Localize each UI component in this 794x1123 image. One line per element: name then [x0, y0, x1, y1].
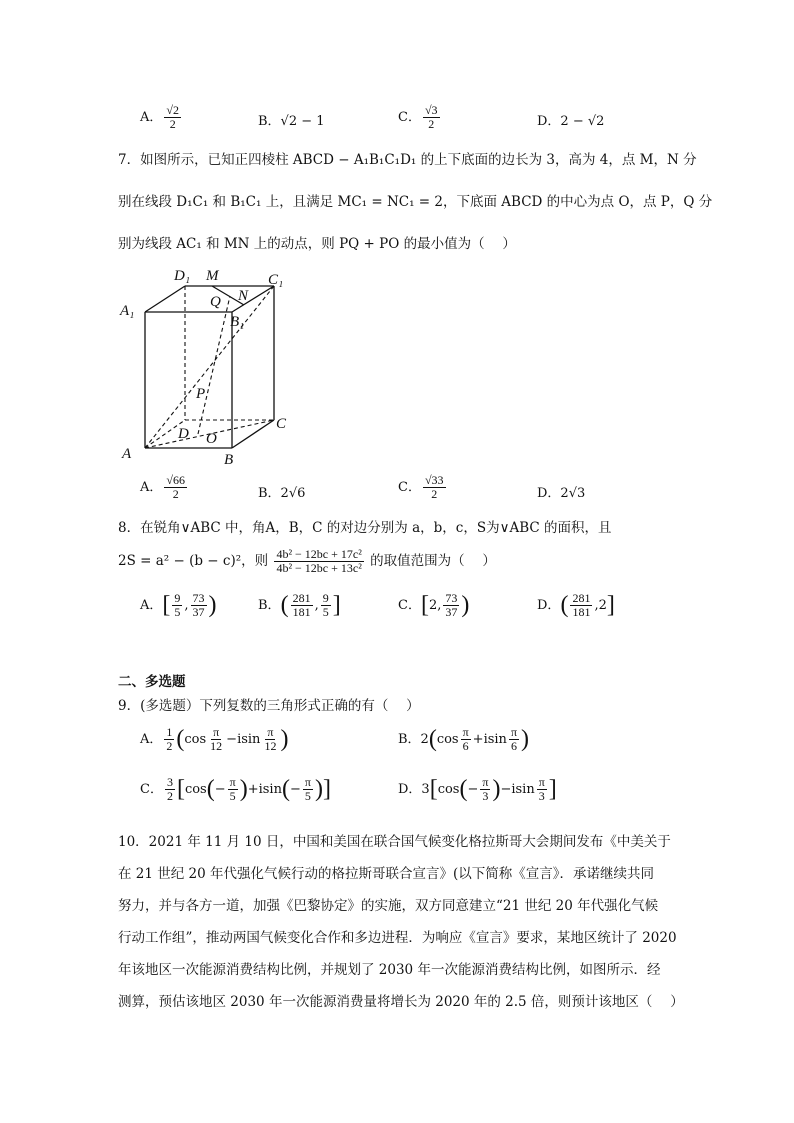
q10-line-4: 行动工作组”，推动两国气候变化合作和多边进程．为响应《宣言》要求，某地区统计了 2020 [118, 930, 677, 946]
q7-stem-line-2: 别在线段 D₁C₁ 和 B₁C₁ 上，且满足 MC₁ = NC₁ = 2，下底面 ABCD 的中心为点 O，点 P，Q 分 [118, 194, 713, 210]
q7-option-a: A． $\frac{√66}{2}$ [140, 473, 185, 501]
edge-a1-d1 [145, 286, 185, 312]
label-a1: A₁ [120, 303, 135, 319]
q10-line-2: 在 21 世纪 20 年代强化气候行动的格拉斯哥联合宣言》(以下简称《宣言》．承诺继续共同 [118, 866, 655, 882]
q6-option-d: D．2 − √2 [537, 114, 605, 129]
q8-condition: 2S = a² − (b − c)²，则 [118, 553, 269, 569]
q9-option-c: C． $\frac{3}{2}$ [cos(− $\frac{\pi}{5}$ )+isin(− $\frac{\pi}{5}$ )] [140, 775, 331, 803]
q7-option-b: B．2√6 [258, 486, 306, 501]
label-b1: B₁ [230, 314, 245, 330]
label-d: D [178, 426, 189, 442]
label-n: N [238, 288, 249, 304]
q9-option-a: A． $\frac{1}{2}$ (cos $\frac{\pi}{12}$ −isin $\frac{\pi}{12}$ ) [140, 725, 289, 753]
q8-option-c: C．[2, $\frac{73}{37}$ ) [398, 591, 470, 619]
q8-expression [274, 548, 363, 575]
q9-option-b: B．2(cos $\frac{\pi}{6}$ +isin $\frac{\pi}{6}$ ) [398, 725, 529, 753]
edge-b-c [232, 420, 274, 448]
q8-expression-denominator: 4b² − 12bc + 13c² [276, 561, 362, 575]
q9-option-d: D．3[cos(− $\frac{\pi}{3}$ )−isin $\frac{\pi}{3}$ ] [398, 775, 557, 803]
q8-option-b: B．( $\frac{281}{181}$ , $\frac{9}{5}$ ] [258, 591, 341, 619]
q8-stem-line-1: 8．在锐角∨ABC 中，角A，B，C 的对边分别为 a，b，c，S为∨ABC 的面积，且 [118, 520, 612, 536]
q10-line-5: 年该地区一次能源消费结构比例，并规划了 2030 年一次能源消费结构比例，如图所示．经 [118, 962, 661, 978]
label-a: A [122, 446, 132, 462]
q6-option-a: A． $\frac{√2}{2}$ [140, 103, 179, 131]
label-o: O [206, 431, 217, 447]
label-d1: D₁ [174, 268, 191, 284]
q10-line-1: 10．2021 年 11 月 10 日，中国和美国在联合国气候变化格拉斯哥大会期间发布《中美关于 [118, 834, 671, 850]
q8-option-d: D．( $\frac{281}{181}$ ,2] [537, 591, 615, 619]
label-c1: C₁ [268, 272, 284, 288]
q10-line-3: 努力，并与各方一道，加强《巴黎协定》的实施，双方同意建立“21 世纪 20 年代强化气候 [118, 898, 659, 914]
label-q: Q [210, 294, 221, 310]
q7-option-c: C． $\frac{√33}{2}$ [398, 473, 444, 501]
label-m: M [206, 268, 219, 284]
q8-option-a: A．[ $\frac{9}{5}$ , $\frac{73}{37}$ ) [140, 591, 217, 619]
q7-stem-line-3: 别为线段 AC₁ 和 MN 上的动点，则 PQ + PO 的最小值为（ ） [118, 236, 516, 252]
label-c: C [276, 416, 287, 432]
q6-option-c: C． $\frac{√3}{2}$ [398, 103, 438, 131]
prism-figure [110, 262, 310, 472]
q6-option-b: B．√2 − 1 [258, 114, 325, 129]
q8-expression-numerator: 4b² − 12bc + 17c² [276, 547, 362, 561]
q8-stem-line-2 [118, 548, 496, 575]
label-p: P [196, 386, 206, 402]
q7-stem-line-1: 7．如图所示，已知正四棱柱 ABCD − A₁B₁C₁D₁ 的上下底面的边长为 3，高为 4，点 M，N 分 [118, 152, 697, 168]
label-b: B [224, 452, 234, 468]
q8-question-tail: 的取值范围为（ ） [370, 553, 496, 569]
q10-line-6: 测算，预估该地区 2030 年一次能源消费量将增长为 2020 年的 2.5 倍，则预计该地区（ ） [118, 994, 684, 1010]
section-title-multiple-choice: 二、多选题 [118, 674, 186, 690]
q9-stem: 9．(多选题）下列复数的三角形式正确的有（ ） [118, 698, 420, 714]
q7-option-d: D．2√3 [537, 486, 586, 501]
segment-oq [198, 296, 230, 434]
